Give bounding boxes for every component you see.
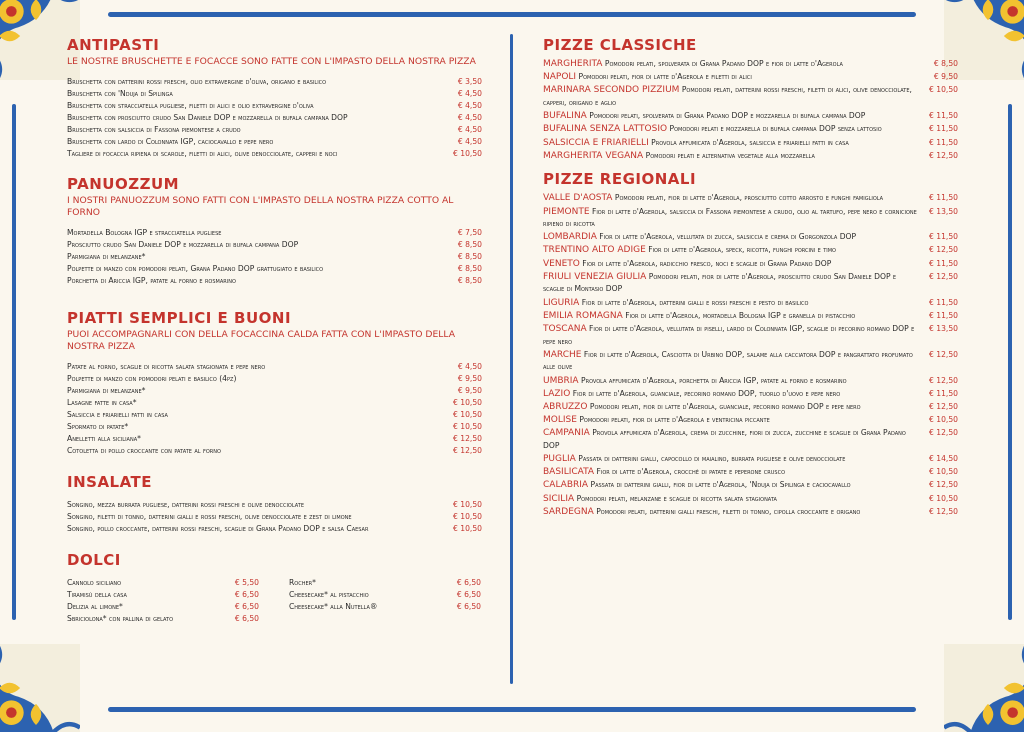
item-description: Bruschetta con 'Nduja di Spilinga <box>67 89 173 98</box>
item-ingredients: Passata di datterini gialli, fior di latte d'Agerola, 'Nduja di Spilinga e caciocavallo <box>590 480 851 490</box>
menu-item <box>67 409 482 421</box>
border-left <box>12 104 16 620</box>
section-title: ANTIPASTI <box>67 36 160 54</box>
item-ingredients: Provola affumicata d'Agerola, porchetta di Ariccia IGP, patate al forno e rosmarino <box>581 375 847 385</box>
menu-item <box>543 271 958 296</box>
item-description <box>543 258 928 271</box>
menu-item <box>543 506 958 519</box>
item-name: PUGLIA <box>543 454 576 465</box>
item-ingredients: Fior di latte d'Agerola, vellutata di piselli, lardo di Colonnata IGP, scaglie di pecorino romano DOP e pepe nero <box>543 324 915 346</box>
menu-item <box>543 231 958 244</box>
item-price: € 8,50 <box>457 264 482 273</box>
item-price: € 6,50 <box>456 578 481 587</box>
item-price: € 6,50 <box>456 602 481 611</box>
item-name: PIEMONTE <box>543 206 590 217</box>
item-price: € 11,50 <box>929 388 958 398</box>
item-name: MARINARA SECONDO PIZZIUM <box>543 85 680 96</box>
item-name: TOSCANA <box>543 324 587 334</box>
border-bottom <box>108 707 916 712</box>
item-price: € 10,50 <box>453 149 482 158</box>
menu-item <box>543 192 958 205</box>
item-price: € 12,50 <box>929 271 958 281</box>
menu-item <box>67 385 482 397</box>
menu-item <box>67 239 482 251</box>
section-pizze-classiche <box>543 36 958 162</box>
item-description: Cannolo siciliano <box>67 578 122 587</box>
item-price: € 12,50 <box>453 434 482 443</box>
item-price: € 11,50 <box>929 258 958 268</box>
menu-item <box>67 577 259 589</box>
menu-item <box>67 112 482 124</box>
menu-item <box>67 511 482 523</box>
item-description <box>543 401 928 414</box>
item-price: € 10,50 <box>453 512 482 521</box>
item-ingredients: Pomodori pelati, fior di latte d'Agerola e ventricina piccante <box>579 415 770 425</box>
item-description: Songino, filetti di tonno, datterini gialli e rossi freschi, olive denocciolate e zest di limone <box>67 512 352 521</box>
item-price: € 11,50 <box>929 193 958 203</box>
item-description <box>543 137 928 150</box>
item-price: € 7,50 <box>457 228 482 237</box>
item-description <box>543 71 928 84</box>
majolica-tile-icon <box>944 644 1024 732</box>
menu-item <box>543 493 958 506</box>
item-description <box>543 493 928 506</box>
item-description: Spormato di patate* <box>67 422 129 431</box>
item-description: Polpette di manzo con pomodori pelati, Grana Padano DOP grattugiato e basilico <box>67 264 324 273</box>
item-name: SICILIA <box>543 493 575 504</box>
item-name: MARGHERITA VEGANA <box>543 150 644 161</box>
item-price: € 10,50 <box>453 422 482 431</box>
item-name: MOLISE <box>543 415 577 426</box>
menu-item <box>67 613 259 625</box>
menu-item <box>543 84 958 109</box>
menu-item <box>543 137 958 150</box>
item-name: EMILIA ROMAGNA <box>543 310 623 321</box>
menu-item <box>543 414 958 427</box>
item-description: Prosciutto crudo San Daniele DOP e mozzarella di bufala campana DOP <box>67 240 299 249</box>
center-divider <box>510 34 513 684</box>
item-ingredients: Pomodori pelati e mozzarella di bufala campana DOP senza lattosio <box>669 124 882 134</box>
item-description <box>543 323 928 348</box>
section-piatti <box>67 309 482 457</box>
item-description <box>543 349 928 374</box>
item-description: Sbriciolona* con pallina di gelato <box>67 614 174 623</box>
item-price: € 9,50 <box>933 72 958 82</box>
item-name: MARGHERITA <box>543 59 603 69</box>
menu-item <box>67 263 482 275</box>
item-name: TRENTINO ALTO ADIGE <box>543 245 646 256</box>
item-price: € 10,50 <box>929 493 958 503</box>
item-name: LIGURIA <box>543 297 580 308</box>
item-name: CAMPANIA <box>543 428 590 439</box>
menu-item <box>67 397 482 409</box>
menu-item <box>543 349 958 374</box>
item-price: € 11,50 <box>929 124 958 134</box>
item-description: Songino, pollo croccante, datterini rossi freschi, scaglie di Grana Padano DOP e salsa Caesar <box>67 524 369 533</box>
item-ingredients: Fior di latte d'Agerola, crocchè di patate e peperone crusco <box>596 467 786 477</box>
menu-item <box>289 589 481 601</box>
section-dolci <box>67 551 482 625</box>
item-description <box>543 388 928 401</box>
item-description: Bruschetta con salsiccia di Fassona piemontese a crudo <box>67 125 241 134</box>
item-price: € 4,50 <box>457 125 482 134</box>
menu-item <box>67 433 482 445</box>
menu-item <box>543 375 958 388</box>
item-description: Bruschetta con prosciutto crudo San Daniele DOP e mozzarella di bufala campana DOP <box>67 113 348 122</box>
item-name: ABRUZZO <box>543 401 588 412</box>
item-description <box>543 150 928 163</box>
menu-item <box>543 427 958 452</box>
right-column <box>543 36 958 519</box>
item-price: € 12,50 <box>929 150 958 160</box>
item-price: € 11,50 <box>929 111 958 121</box>
menu-item <box>543 479 958 492</box>
item-name: NAPOLI <box>543 72 577 83</box>
item-description: Anelletti alla siciliana* <box>67 434 141 443</box>
section-title: PIATTI SEMPLICI E BUONI <box>67 309 292 327</box>
menu-item <box>67 148 482 160</box>
menu-item <box>67 373 482 385</box>
item-description <box>543 427 928 452</box>
item-price: € 8,50 <box>457 252 482 261</box>
item-description: Tiramisù della casa <box>67 590 127 599</box>
menu-item <box>543 388 958 401</box>
item-price: € 8,50 <box>933 59 958 68</box>
item-description <box>543 244 928 257</box>
item-description <box>543 466 928 479</box>
item-name: BUFALINA SENZA LATTOSIO <box>543 124 668 135</box>
menu-item <box>543 71 958 84</box>
item-price: € 12,50 <box>929 349 958 359</box>
menu-item <box>67 589 259 601</box>
item-description <box>543 192 928 205</box>
item-ingredients: Pomodori pelati, melanzane e scaglie di ricotta salata stagionata <box>576 493 777 503</box>
item-description <box>543 231 928 244</box>
item-price: € 11,50 <box>929 297 958 307</box>
item-description <box>543 310 928 323</box>
menu-item <box>543 110 958 123</box>
section-title: PANUOZZUM <box>67 175 180 193</box>
item-price: € 9,50 <box>457 386 482 395</box>
item-description <box>543 414 928 427</box>
item-ingredients: Pomodori pelati, fior di latte d'Agerola, guanciale, pecorino romano DOP e pepe nero <box>589 401 861 411</box>
section-antipasti <box>67 36 482 160</box>
item-ingredients: Fior di latte d'Agerola, speck, ricotta, funghi porcini e timo <box>648 245 836 255</box>
section-panuozzum <box>67 175 482 287</box>
item-price: € 8,50 <box>457 276 482 285</box>
item-description <box>543 206 928 231</box>
item-name: SARDEGNA <box>543 506 594 517</box>
item-price: € 13,50 <box>929 324 958 333</box>
item-ingredients: Fior di latte d'Agerola, vellutata di zucca, salsiccia e crema di Gorgonzola DOP <box>599 232 857 242</box>
section-subtitle: PUOI ACCOMPAGNARLI CON DELLA FOCACCINA CALDA FATTA CON L'IMPASTO DELLA NOSTRA PIZZA <box>67 329 456 352</box>
menu-item <box>67 100 482 112</box>
item-description: Tagliere di focaccia ripiena di scarole, filetti di alici, olive denocciolate, capperi e noci <box>67 149 338 158</box>
item-price: € 11,50 <box>929 137 958 147</box>
menu-item <box>67 251 482 263</box>
menu-item <box>67 88 482 100</box>
item-price: € 11,50 <box>929 310 958 320</box>
item-description: Delizia al limone* <box>67 602 123 611</box>
menu-item <box>67 601 259 613</box>
item-price: € 13,50 <box>929 206 958 216</box>
item-price: € 3,50 <box>457 77 482 86</box>
item-description: Patate al forno, scaglie di ricotta salata stagionata e pepe nero <box>67 362 266 371</box>
item-description: Salsiccia e friarielli fatti in casa <box>67 410 168 419</box>
item-ingredients: Passata di datterini gialli, capocollo di maialino, burrata pugliese e olive denocciolate <box>578 454 846 464</box>
item-ingredients: Pomodori pelati, datterini gialli freschi, filetti di tonno, cipolla croccante e origano <box>596 506 861 516</box>
item-ingredients: Pomodori pelati, spolverata di Grana Padano DOP e mozzarella di bufala campana DOP <box>589 111 866 121</box>
item-price: € 10,50 <box>929 467 958 477</box>
item-description <box>543 123 928 136</box>
menu-item <box>289 601 481 613</box>
item-description: Cheesecake* al pistacchio <box>289 590 369 599</box>
item-ingredients: Fior di latte d'Agerola, mortadella Bologna IGP e granella di pistacchio <box>625 310 856 320</box>
section-pizze-regionali <box>543 170 958 518</box>
item-ingredients: Pomodori pelati, fior di latte d'Agerola, prosciutto crudo San Daniele DOP e scaglie di Montasio DOP <box>543 271 897 294</box>
item-ingredients: Pomodori pelati, datterini rossi freschi, filetti di alici, olive denocciolate, capperi, origano e aglio <box>543 85 912 107</box>
item-name: LAZIO <box>543 388 571 399</box>
item-ingredients: Fior di latte d'Agerola, guanciale, pecorino romano DOP, tuorlo d'uovo e pepe nero <box>572 388 841 398</box>
item-price: € 4,50 <box>457 362 482 371</box>
menu-item <box>543 206 958 231</box>
menu-item <box>543 310 958 323</box>
item-ingredients: Pomodori pelati, fior di latte d'Agerola e filetti di alici <box>578 72 752 82</box>
item-description: Mortadella Bologna IGP e stracciatella pugliese <box>67 228 222 237</box>
item-name: SALSICCIA E FRIARIELLI <box>543 137 649 148</box>
section-title: PIZZE REGIONALI <box>543 170 697 189</box>
item-price: € 12,50 <box>929 401 958 411</box>
item-description: Parmigiana di melanzane* <box>67 252 146 261</box>
item-price: € 12,50 <box>453 446 482 455</box>
section-title: DOLCI <box>67 551 121 569</box>
item-ingredients: Fior di latte d'Agerola, datterini gialli e rossi freschi e pesto di basilico <box>581 297 809 307</box>
item-description: Parmigiana di melanzane* <box>67 386 146 395</box>
item-name: BASILICATA <box>543 467 595 478</box>
menu-item <box>67 361 482 373</box>
menu-item <box>67 421 482 433</box>
item-description: Bruschetta con datterini rossi freschi, olio extravergine d'oliva, origano e basilico <box>67 77 327 86</box>
item-description: Polpette di manzo con pomodori pelati e basilico (4pz) <box>67 374 237 383</box>
item-price: € 9,50 <box>457 374 482 383</box>
item-description: Cheesecake* alla Nutella® <box>289 602 378 611</box>
item-ingredients: Fior di latte d'Agerola, Casciotta di Urbino DOP, salame alla cacciatora DOP e pangrattato profumato alle olive <box>543 349 913 372</box>
section-subtitle: LE NOSTRE BRUSCHETTE E FOCACCE SONO FATTE CON L'IMPASTO DELLA NOSTRA PIZZA <box>67 56 476 67</box>
item-price: € 6,50 <box>456 590 481 599</box>
item-price: € 12,50 <box>929 480 958 490</box>
item-description <box>543 271 928 296</box>
item-price: € 10,50 <box>929 85 958 95</box>
section-title: INSALATE <box>67 473 153 491</box>
item-name: UMBRIA <box>543 375 579 386</box>
item-description: Songino, mezza burrata pugliese, datterini rossi freschi e olive denocciolate <box>67 500 305 509</box>
item-price: € 8,50 <box>457 240 482 249</box>
item-price: € 4,50 <box>457 101 482 110</box>
item-description: Cotoletta di pollo croccante con patate al forno <box>67 446 221 455</box>
item-price: € 14,50 <box>929 454 958 464</box>
item-price: € 6,50 <box>234 590 259 599</box>
menu-item <box>543 150 958 163</box>
item-price: € 6,50 <box>234 602 259 611</box>
item-description <box>543 84 928 109</box>
menu-item <box>543 453 958 466</box>
menu-item <box>543 244 958 257</box>
item-price: € 12,50 <box>929 428 958 438</box>
menu-item <box>67 76 482 88</box>
item-description: Porchetta di Ariccia IGP, patate al forno e rosmarino <box>67 276 236 285</box>
item-price: € 4,50 <box>457 89 482 98</box>
item-description: Lasagne fatte in casa* <box>67 398 137 407</box>
item-ingredients: Fior di latte d'Agerola, salsiccia di Fassona piemontese a crudo, olio al tartufo, pepe nero e cornicione ripieno di ricotta <box>543 206 917 229</box>
left-column <box>67 36 482 625</box>
item-name: CALABRIA <box>543 480 589 491</box>
menu-item <box>67 445 482 457</box>
item-ingredients: Pomodori pelati e alternativa vegetale alla mozzarella <box>645 150 815 160</box>
majolica-tile-icon <box>0 644 80 732</box>
item-name: VENETO <box>543 258 580 269</box>
item-price: € 12,50 <box>929 506 958 516</box>
menu-item <box>67 124 482 136</box>
item-description: Bruschetta con stracciatella pugliese, filetti di alici e olio extravergine d'oliva <box>67 101 314 110</box>
menu-item <box>67 227 482 239</box>
section-insalate <box>67 473 482 535</box>
item-price: € 4,50 <box>457 113 482 122</box>
item-price: € 6,50 <box>234 614 259 623</box>
menu-item <box>67 499 482 511</box>
menu-item <box>543 123 958 136</box>
item-price: € 10,50 <box>929 415 958 425</box>
menu-item <box>543 401 958 414</box>
item-price: € 10,50 <box>453 524 482 533</box>
menu-item <box>543 297 958 310</box>
menu-item <box>67 275 482 287</box>
menu-item <box>289 577 481 589</box>
item-ingredients: Pomodori pelati, spolverata di Grana Padano DOP e fior di latte d'Agerola <box>604 59 843 68</box>
section-subtitle: I NOSTRI PANUOZZUM SONO FATTI CON L'IMPASTO DELLA NOSTRA PIZZA COTTO AL FORNO <box>67 195 454 218</box>
item-description: Bruschetta con lardo di Colonnata IGP, caciocavallo e pepe nero <box>67 137 274 146</box>
item-description <box>543 375 928 388</box>
item-name: LOMBARDIA <box>543 232 597 243</box>
item-name: FRIULI VENEZIA GIULIA <box>543 271 647 282</box>
item-ingredients: Fior di latte d'Agerola, radicchio fresco, noci e scaglie di Grana Padano DOP <box>582 258 832 268</box>
menu-item <box>543 466 958 479</box>
item-price: € 12,50 <box>929 245 958 255</box>
section-title: PIZZE CLASSICHE <box>543 36 697 54</box>
item-price: € 10,50 <box>453 410 482 419</box>
menu-item <box>67 523 482 535</box>
menu-item <box>543 323 958 348</box>
item-price: € 4,50 <box>457 137 482 146</box>
menu-item <box>543 58 958 71</box>
item-ingredients: Provola affumicata d'Agerola, salsiccia e friarielli fatti in casa <box>651 137 849 147</box>
item-price: € 5,50 <box>234 578 259 587</box>
item-description <box>543 58 928 71</box>
item-price: € 12,50 <box>929 375 958 385</box>
item-description <box>543 479 928 492</box>
item-description <box>543 297 928 310</box>
item-name: MARCHE <box>543 349 582 360</box>
menu-item <box>543 258 958 271</box>
border-right <box>1008 104 1012 620</box>
item-description <box>543 453 928 466</box>
item-ingredients: Pomodori pelati, fior di latte d'Agerola, prosciutto cotto arrosto e funghi famigliola <box>614 193 884 203</box>
item-ingredients: Provola affumicata d'Agerola, crema di zucchine, fiori di zucca, zucchine e scaglie di Grana Padano DOP <box>543 428 906 450</box>
item-description <box>543 506 928 519</box>
menu-item <box>67 136 482 148</box>
border-top <box>108 12 916 17</box>
item-description: Rocher* <box>289 578 316 587</box>
item-price: € 10,50 <box>453 500 482 509</box>
item-name: VALLE D'AOSTA <box>543 193 613 204</box>
item-price: € 11,50 <box>929 232 958 242</box>
item-name: BUFALINA <box>543 111 587 122</box>
item-description <box>543 110 928 123</box>
item-price: € 10,50 <box>453 398 482 407</box>
